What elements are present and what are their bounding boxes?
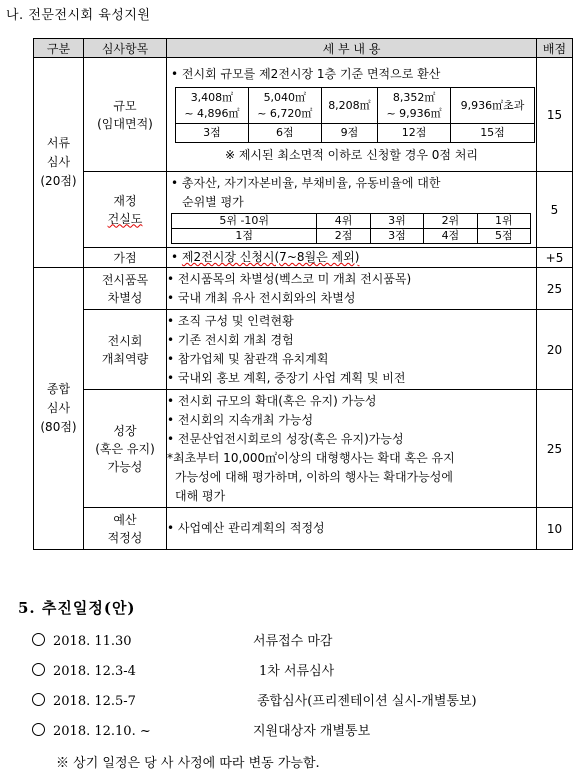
score-bonus: +5 [537,248,573,268]
scale-range-table [175,87,535,143]
circle-bullet-icon [32,693,45,706]
schedule-item: 2018. 12.3-4 1차 서류심사 [32,660,334,679]
points-cell: 3점 [176,124,249,143]
points-cell: 5점 [477,229,530,244]
points-cell: 4점 [424,229,477,244]
category-doc-review: 서류 심사 (20점) [34,58,84,268]
points-cell: 1점 [172,229,317,244]
category-overall-review: 종합 심사 (80점) [34,268,84,550]
schedule-item: 2018. 12.10. ~ 지원대상자 개별통보 [32,720,370,739]
points-cell: 3점 [370,229,423,244]
table-row [34,248,573,268]
detail-bonus: • 제2전시장 신청시(7~8월은 제외) [167,248,537,268]
rank-cell: 4위 [317,214,370,229]
item-growth: 성장 (혹은 유지) 가능성 [84,390,167,508]
table-row [34,390,573,508]
schedule-note: ※ 상기 일정은 당 사 사정에 따라 변동 가능함. [56,756,320,771]
table-row [34,268,573,310]
rank-cell: 5위 -10위 [172,214,317,229]
detail-differentiation: • 전시품목의 차별성(벡스코 미 개최 전시품목) • 국내 개최 유사 전시회와의 차별성 [167,268,537,310]
rank-table [171,213,531,244]
score-scale: 15 [537,58,573,172]
item-scale: 규모 (임대면적) [84,58,167,172]
score-budget: 10 [537,508,573,550]
rank-cell: 2위 [424,214,477,229]
item-budget: 예산 적정성 [84,508,167,550]
scale-note: ※ 제시된 최소면적 이하로 신청할 경우 0점 처리 [224,148,479,162]
schedule-item: 2018. 11.30 서류접수 마감 [32,630,332,649]
score-capability: 20 [537,310,573,390]
points-cell: 15점 [451,124,535,143]
points-cell: 12점 [378,124,451,143]
detail-capability: • 조직 구성 및 인력현황 • 기존 전시회 개최 경험 • 참가업체 및 참관객 유치계획 • 국내외 홍보 계획, 중장기 사업 계획 및 비전 [167,310,537,390]
range-cell: 3,408㎡ ~ 4,896㎡ [176,88,249,124]
header-item: 심사항목 [84,39,167,58]
item-capability: 전시회 개최역량 [84,310,167,390]
header-score: 배점 [537,39,573,58]
points-cell: 2점 [317,229,370,244]
evaluation-criteria-table [33,38,573,550]
header-detail: 세 부 내 용 [167,39,537,58]
table-row [34,310,573,390]
table-row [34,508,573,550]
detail-growth: • 전시회 규모의 확대(혹은 유지) 가능성 • 전시회의 지속개최 가능성 • 전문산업전시회로의 성장(혹은 유지)가능성 *최초부터 10,000㎡이상의 대형행사는 확대 혹은 유지 가능성에 대해 평가하며, 이하의 행사는 확대가능성에 대해 평가 [167,390,537,508]
detail-scale [167,58,537,172]
table-header-row [34,39,573,58]
points-cell: 9점 [321,124,377,143]
circle-bullet-icon [32,633,45,646]
points-cell: 6점 [248,124,321,143]
bullet-text: • 전시회 규모를 제2전시장 1층 기준 면적으로 환산 [171,67,441,81]
rank-cell: 1위 [477,214,530,229]
bullet-text: • 총자산, 자기자본비율, 부채비율, 유동비율에 대한 [171,176,441,190]
section-title: 나. 전문전시회 육성지원 [6,8,151,23]
detail-budget: • 사업예산 관리계획의 적정성 [167,508,537,550]
table-row [34,58,573,172]
header-category: 구분 [34,39,84,58]
circle-bullet-icon [32,723,45,736]
range-cell: 9,936㎡초과 [451,88,535,124]
schedule-title: 5. 추진일정(안) [18,599,136,617]
rank-cell: 3위 [370,214,423,229]
table-row [34,172,573,248]
item-bonus: 가점 [84,248,167,268]
score-differentiation: 25 [537,268,573,310]
score-growth: 25 [537,390,573,508]
detail-finance: • 총자산, 자기자본비율, 부채비율, 유동비율에 대한 순위별 평가 5위 -10위 4위 3위 2위 1위 1점 2점 3점 4점 5점 [167,172,537,248]
range-cell: 5,040㎡ ~ 6,720㎡ [248,88,321,124]
circle-bullet-icon [32,663,45,676]
range-cell: 8,352㎡ ~ 9,936㎡ [378,88,451,124]
item-finance: 재정 건실도 [84,172,167,248]
schedule-item: 2018. 12.5-7 종합심사(프리젠테이션 실시-개별통보) [32,690,477,709]
range-cell: 8,208㎡ [321,88,377,124]
score-finance: 5 [537,172,573,248]
item-differentiation: 전시품목 차별성 [84,268,167,310]
